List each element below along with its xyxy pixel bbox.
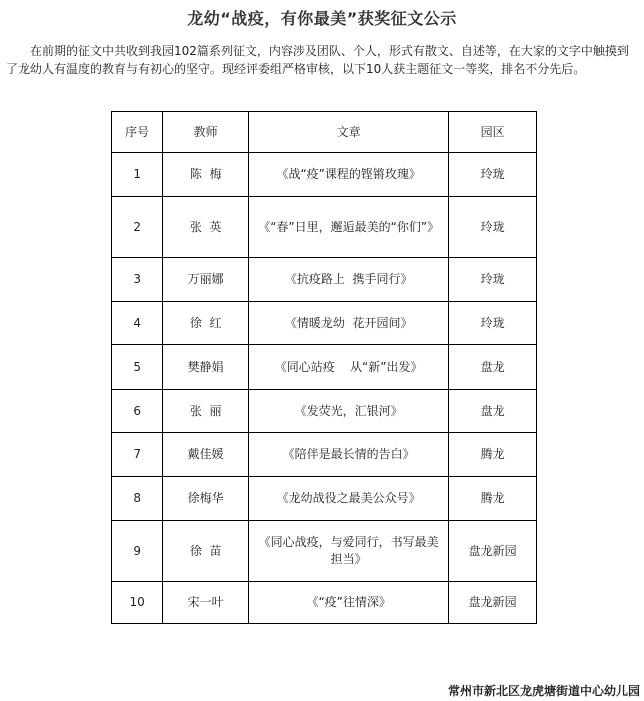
table-row bbox=[112, 521, 537, 582]
cell-article: 《龙幼战役之最美公众号》 bbox=[248, 477, 448, 521]
table-row bbox=[112, 582, 537, 624]
cell-teacher: 宋一叶 bbox=[163, 582, 249, 624]
cell-no: 8 bbox=[112, 477, 163, 521]
cell-campus: 腾龙 bbox=[449, 433, 537, 477]
cell-campus: 盘龙新园 bbox=[449, 582, 537, 624]
header-no: 序号 bbox=[112, 112, 163, 153]
cell-campus: 盘龙新园 bbox=[449, 521, 537, 582]
cell-no: 6 bbox=[112, 390, 163, 433]
cell-campus: 玲珑 bbox=[449, 302, 537, 345]
cell-teacher: 戴佳媛 bbox=[163, 433, 249, 477]
awards-table bbox=[111, 111, 537, 624]
cell-teacher: 张 英 bbox=[163, 197, 249, 258]
cell-campus: 腾龙 bbox=[449, 477, 537, 521]
cell-teacher: 陈 梅 bbox=[163, 153, 249, 197]
cell-campus: 玲珑 bbox=[449, 153, 537, 197]
cell-no: 7 bbox=[112, 433, 163, 477]
table-row bbox=[112, 258, 537, 302]
cell-campus: 盘龙 bbox=[449, 345, 537, 390]
table-row bbox=[112, 153, 537, 197]
cell-article: 《情暖龙幼 花开园间》 bbox=[248, 302, 448, 345]
header-article: 文章 bbox=[248, 112, 448, 153]
table-row bbox=[112, 302, 537, 345]
cell-article: 《陪伴是最长情的告白》 bbox=[248, 433, 448, 477]
table-header-row bbox=[112, 112, 537, 153]
cell-teacher: 樊静娟 bbox=[163, 345, 249, 390]
cell-campus: 盘龙 bbox=[449, 390, 537, 433]
document-title: 龙幼“战疫，有你最美”获奖征文公示 bbox=[187, 9, 457, 28]
header-teacher: 教师 bbox=[163, 112, 249, 153]
cell-no: 3 bbox=[112, 258, 163, 302]
cell-no: 4 bbox=[112, 302, 163, 345]
table-row bbox=[112, 433, 537, 477]
table-row bbox=[112, 345, 537, 390]
cell-campus: 玲珑 bbox=[449, 197, 537, 258]
cell-campus: 玲珑 bbox=[449, 258, 537, 302]
table-row bbox=[112, 197, 537, 258]
footer-signature: 常州市新北区龙虎塘街道中心幼儿园 bbox=[447, 684, 640, 698]
table-row bbox=[112, 390, 537, 433]
cell-teacher: 徐 红 bbox=[163, 302, 249, 345]
table-row bbox=[112, 477, 537, 521]
intro-paragraph: 在前期的征文中共收到我园102篇系列征文，内容涉及团队、个人，形式有散文、自述等，在大家的文字中触摸到了龙幼人有温度的教育与有初心的坚守。现经评委组严格审核，以下10人获主题征文一等奖，排名不分先后。 bbox=[6, 44, 629, 76]
cell-no: 9 bbox=[112, 521, 163, 582]
cell-teacher: 徐 苗 bbox=[163, 521, 249, 582]
cell-teacher: 万丽娜 bbox=[163, 258, 249, 302]
cell-no: 2 bbox=[112, 197, 163, 258]
cell-article: 《“春”日里，邂逅最美的“你们”》 bbox=[248, 197, 448, 258]
header-campus: 园区 bbox=[449, 112, 537, 153]
cell-no: 5 bbox=[112, 345, 163, 390]
cell-article: 《战“疫”课程的铿锵玫瑰》 bbox=[248, 153, 448, 197]
cell-article: 《同心战疫，与爱同行，书写最美担当》 bbox=[248, 521, 448, 582]
cell-no: 1 bbox=[112, 153, 163, 197]
cell-article: 《发荧光，汇银河》 bbox=[248, 390, 448, 433]
cell-article: 《抗疫路上 携手同行》 bbox=[248, 258, 448, 302]
cell-teacher: 徐梅华 bbox=[163, 477, 249, 521]
cell-article: 《“疫”往情深》 bbox=[248, 582, 448, 624]
cell-no: 10 bbox=[112, 582, 163, 624]
cell-article: 《同心站疫 从“新”出发》 bbox=[248, 345, 448, 390]
cell-teacher: 张 丽 bbox=[163, 390, 249, 433]
